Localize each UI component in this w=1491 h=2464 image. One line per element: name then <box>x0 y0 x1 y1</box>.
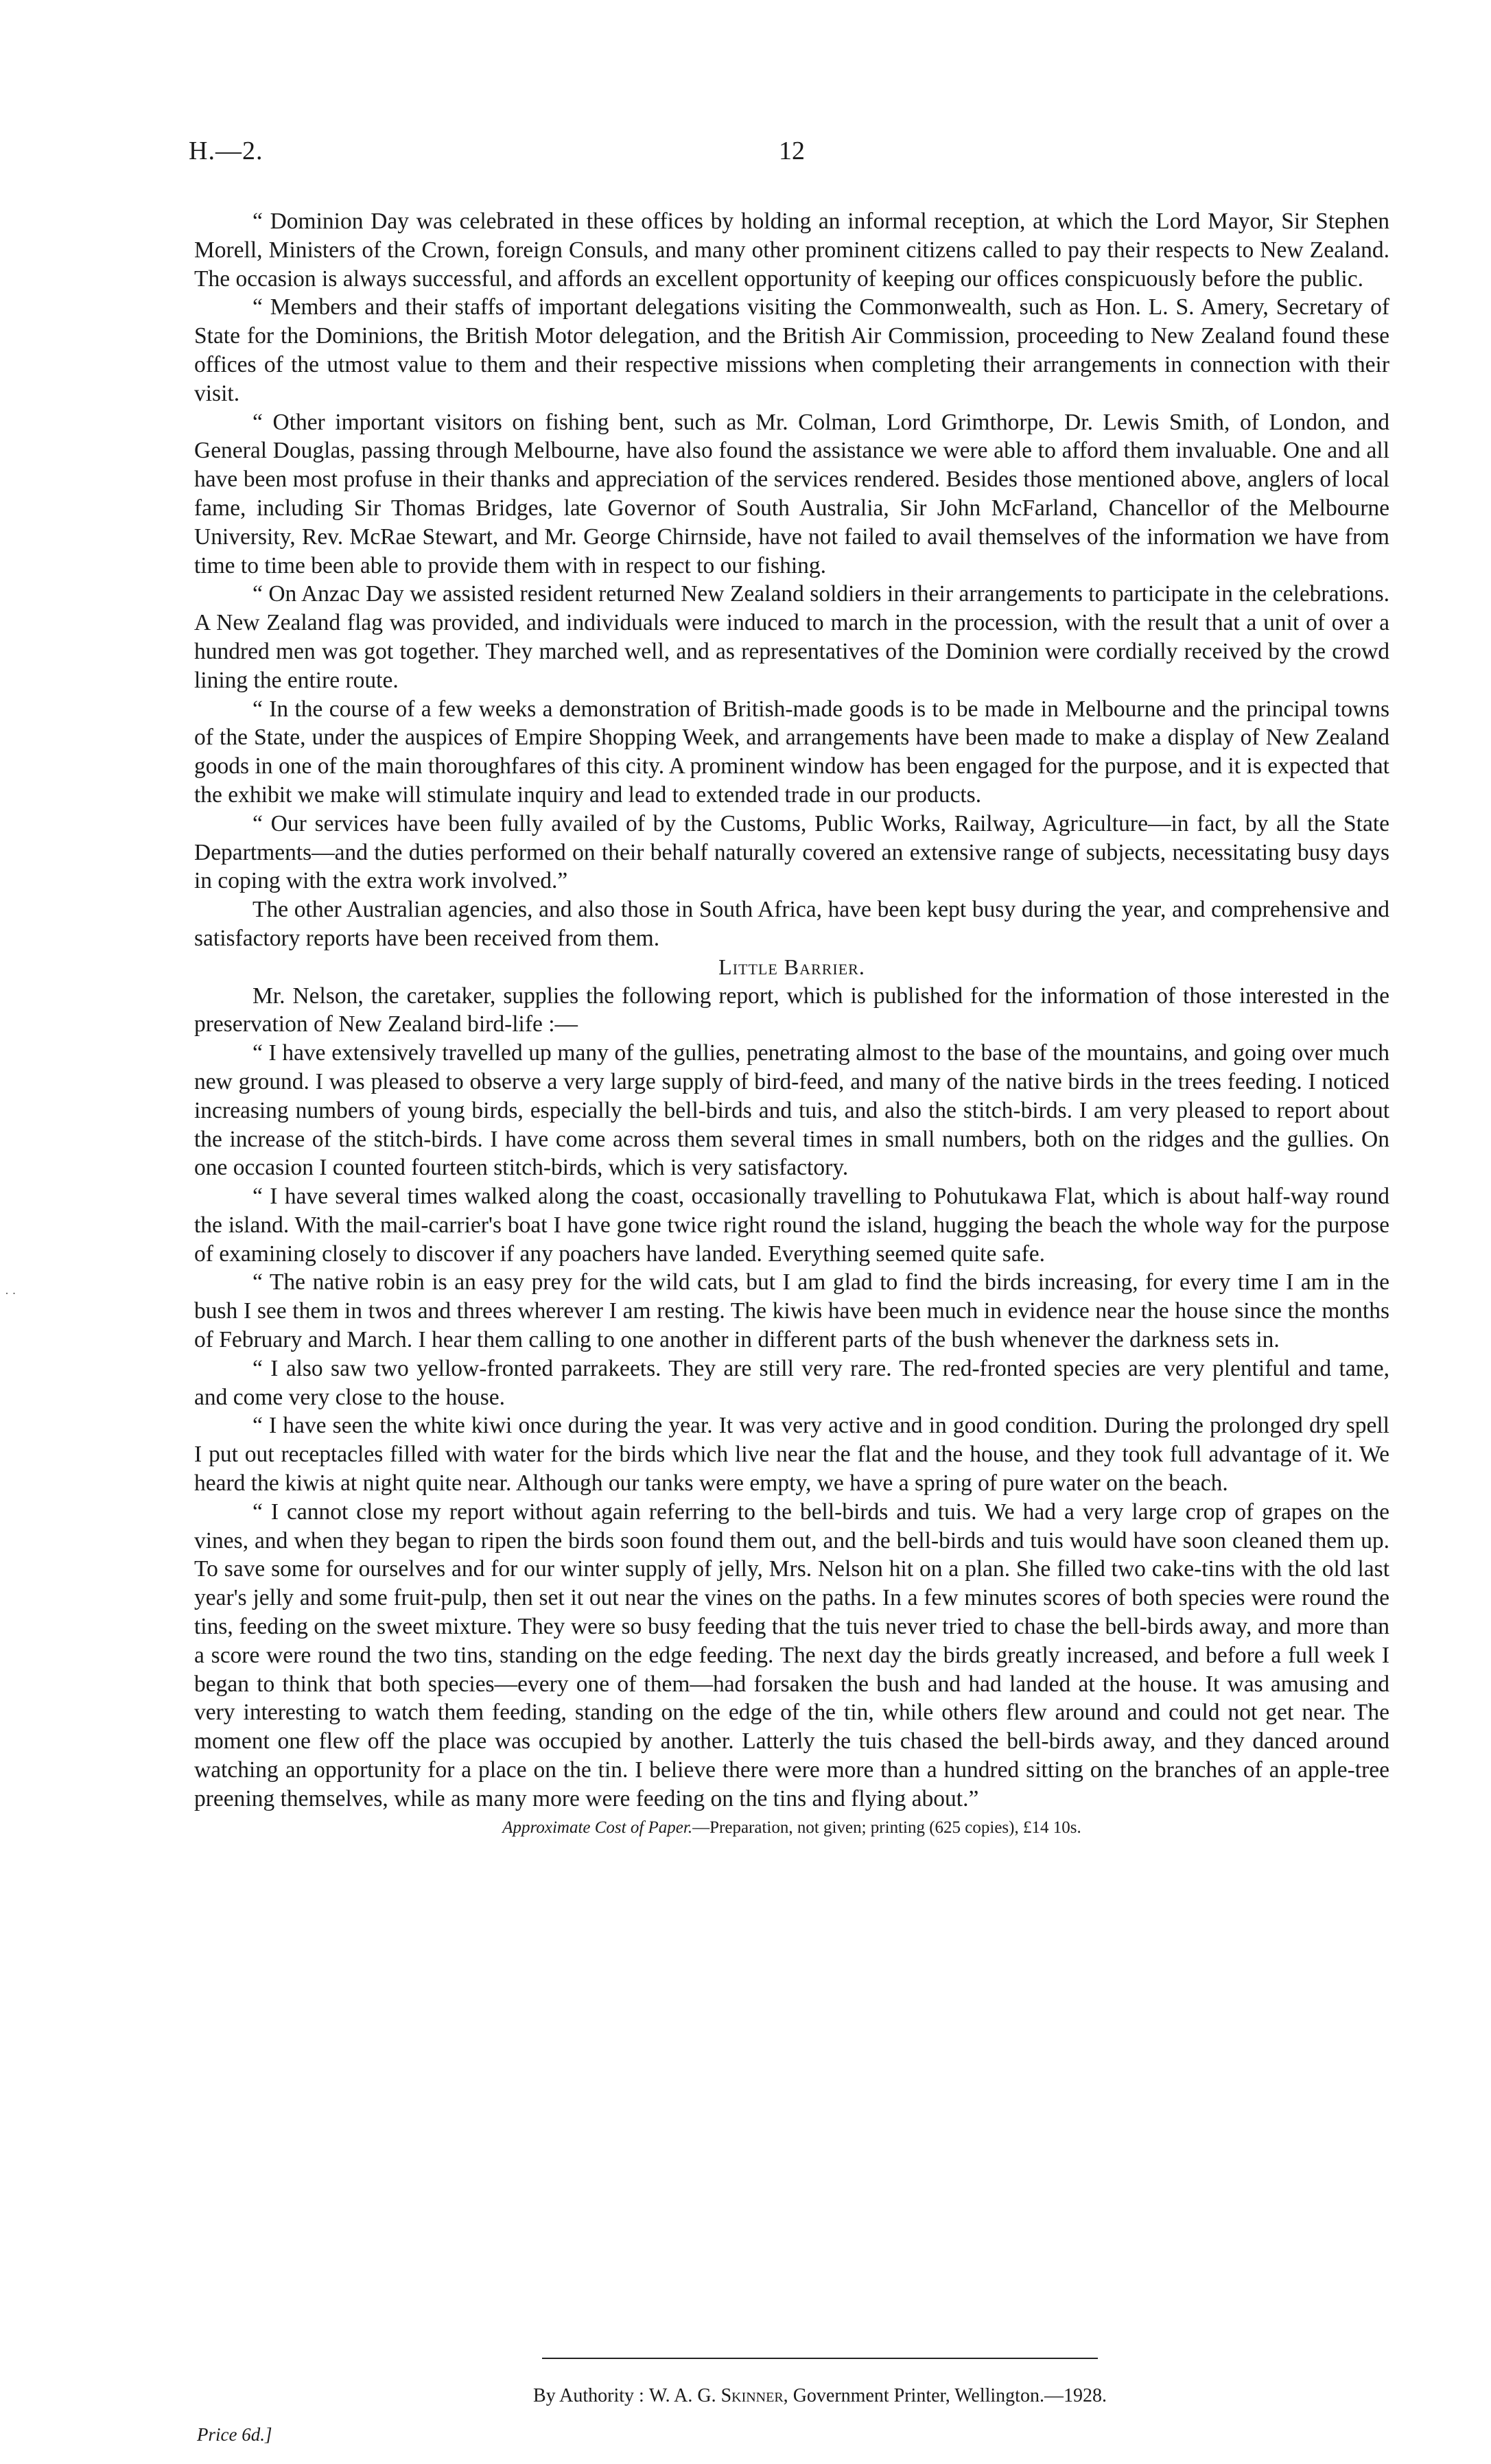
paragraph: “ In the course of a few weeks a demonstration of British-made goods is to be made in Melbourne and the principal towns of the State, under the auspices of Empire Shopping Week, and arrangements have been made to make a display of New Zealand goods in one of the main thoroughfares of this city. A prominent window has been engaged for the purpose, and it is expected that the exhibit we make will stimulate inquiry and lead to extended trade in our products. <box>194 696 1389 808</box>
margin-mark: · · <box>5 1287 16 1300</box>
paragraph: “ The native robin is an easy prey for the wild cats, but I am glad to find the birds increasing, for every time I am in the bush I see them in twos and threes wherever I am resting. The kiwis have been much in evidence near the house since the months of February and March. I hear them calling to one another in different parts of the bush whenever the darkness sets in. <box>194 1269 1389 1353</box>
paragraph: “ Dominion Day was celebrated in these offices by holding an informal reception, at which the Lord Mayor, Sir Stephen Morell, Ministers of the Crown, foreign Consuls, and many other prominent citizens called to pay their respects to New Zealand. The occasion is always successful, and affords an excellent opportunity of keeping our offices conspicuously before the public. <box>194 209 1389 292</box>
imprint-prefix: By Authority : <box>533 2385 644 2406</box>
imprint-suffix: Government Printer, Wellington.—1928. <box>793 2385 1107 2406</box>
cost-note <box>194 1814 1389 1842</box>
page-header <box>189 136 1389 177</box>
imprint-rule <box>542 2358 1098 2359</box>
paragraph: “ I also saw two yellow-fronted parrakeets. They are still very rare. The red-fronted species are very plentiful and tame, and come very close to the house. <box>194 1355 1389 1410</box>
paragraph: Mr. Nelson, the caretaker, supplies the following report, which is published for the information of those interested in the preservation of New Zealand bird-life :— <box>194 983 1389 1037</box>
paragraph: “ I have several times walked along the coast, occasionally travelling to Pohutukawa Flat, which is about half-way round the island. With the mail-carrier's boat I have gone twice right round the island, hugging the beach the whole way for the purpose of examining closely to discover if any poachers have landed. Everything seemed quite safe. <box>194 1184 1389 1267</box>
page-number: 12 <box>779 137 805 165</box>
document-code: H.—2. <box>189 137 263 165</box>
body-text <box>194 207 1389 1842</box>
paragraph: “ Other important visitors on fishing bent, such as Mr. Colman, Lord Grimthorpe, Dr. Lewis Smith, of London, and General Douglas, passing through Melbourne, have also found the assistance we were able to afford them invaluable. One and all have been most profuse in their thanks and appreciation of the services rendered. Besides those mentioned above, anglers of local fame, including Sir Thomas Bridges, late Governor of South Australia, Sir John McFarland, Chancellor of the Melbourne University, Rev. McRae Stewart, and Mr. George Chirnside, have not failed to avail themselves of the information we have from time to time been able to provide them with in respect to our fishing. <box>194 409 1389 578</box>
price-label: Price 6d.] <box>197 2424 272 2445</box>
paragraph: “ On Anzac Day we assisted resident returned New Zealand soldiers in their arrangements to participate in the celebrations. A New Zealand flag was provided, and individuals were induced to march in the procession, with the result that a unit of over a hundred men was got together. They marched well, and as representatives of the Dominion were cordially received by the crowd lining the entire route. <box>194 581 1389 693</box>
printer-name: W. A. G. Skinner, <box>648 2385 788 2406</box>
paragraph: “ Our services have been fully availed of by the Customs, Public Works, Railway, Agriculture—in fact, by all the State Departments—and the duties performed on their behalf naturally covered an extensive range of subjects, necessitating busy days in coping with the extra work involved.” <box>194 810 1389 894</box>
printer-imprint <box>412 2385 1228 2407</box>
paragraph: “ I cannot close my report without again referring to the bell-birds and tuis. We had a very large crop of grapes on the vines, and when they began to ripen the birds soon found them out, and the bell-birds and tuis would have soon cleaned them up. To save some for ourselves and for our winter supply of jelly, Mrs. Nelson hit on a plan. She filled two cake-tins with the old last year's jelly and some fruit-pulp, then set it out near the vines on the paths. In a few minutes scores of both species were round the tins, feeding on the sweet mixture. They were so busy feeding that the tuis never tried to chase the bell-birds away, and more than a score were round the two tins, standing on the edge feeding. The next day the birds greatly increased, and before a full week I began to think that both species—every one of them—had forsaken the bush and had landed at the house. It was amusing and very interesting to watch them feeding, standing on the edge of the tin, while others flew around and could not get near. The moment one flew off the place was occupied by another. Latterly the tuis chased the bell-birds away, and they danced around watching an opportunity for a place on the tin. I believe there were more than a hundred sitting on the branches of an apple-tree preening themselves, while as many more were feeding on the tins and flying about.” <box>194 1499 1389 1811</box>
paragraph: “ I have seen the white kiwi once during the year. It was very active and in good condition. During the prolonged dry spell I put out receptacles filled with water for the birds which live near the flat and the house, and they took full advantage of it. We heard the kiwis at night quite near. Although our tanks were empty, we have a spring of pure water on the beach. <box>194 1413 1389 1497</box>
paragraph: “ Members and their staffs of important delegations visiting the Commonwealth, such as Hon. L. S. Amery, Secretary of State for the Dominions, the British Motor delegation, and the British Air Commission, proceeding to New Zealand found these offices of the utmost value to them and their respective missions when completing their arrangements in connection with their visit. <box>194 294 1389 406</box>
cost-note-label: Approximate Cost of Paper. <box>502 1818 693 1837</box>
paragraph: The other Australian agencies, and also those in South Africa, have been kept busy during the year, and comprehensive and satisfactory reports have been received from them. <box>194 897 1389 951</box>
cost-note-text: —Preparation, not given; printing (625 copies), £14 10s. <box>692 1818 1081 1837</box>
paragraph: “ I have extensively travelled up many of the gullies, penetrating almost to the base of the mountains, and going over much new ground. I was pleased to observe a very large supply of bird-feed, and many of the native birds in the trees feeding. I noticed increasing numbers of young birds, especially the bell-birds and tuis, and also the stitch-birds. I am very pleased to report about the increase of the stitch-birds. I have come across them several times in small numbers, both on the ridges and the gullies. On one occasion I counted fourteen stitch-birds, which is very satisfactory. <box>194 1040 1389 1181</box>
section-heading: Little Barrier. <box>718 954 865 979</box>
